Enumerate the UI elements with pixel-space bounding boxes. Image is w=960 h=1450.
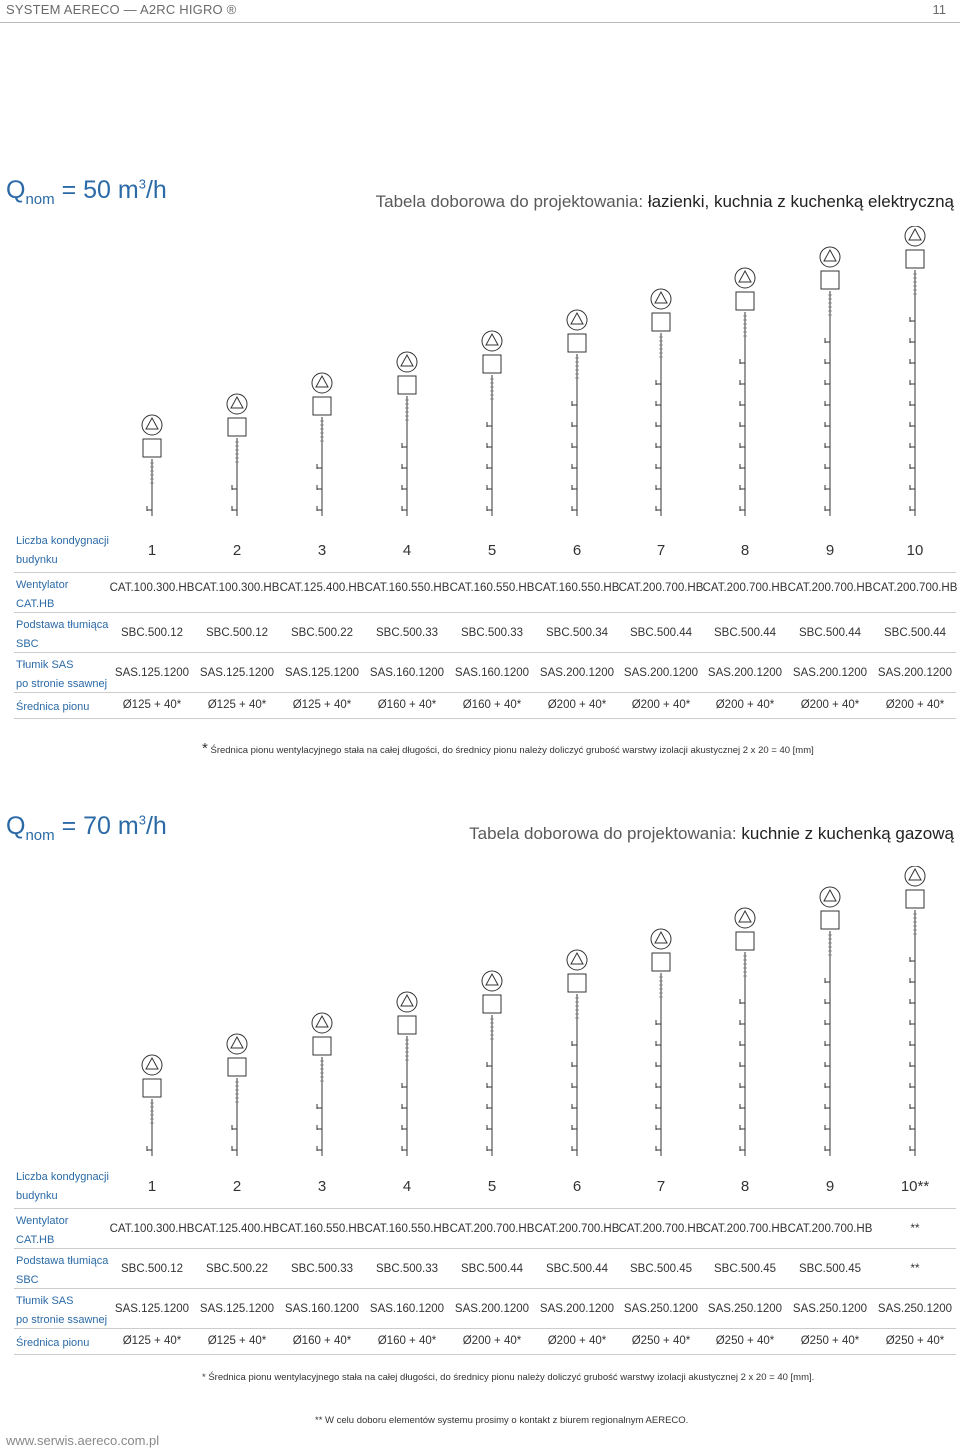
cell-diameters: Ø160 + 40* [377, 1335, 437, 1347]
document-title: SYSTEM AERECO — A2RC HIGRO ® [6, 2, 237, 17]
cell-fans: CAT.200.700.HB [702, 582, 788, 594]
row-divider [14, 1288, 956, 1289]
cell-silencers: SAS.200.1200 [707, 667, 783, 679]
flow-rate-title: $Q_{nom} = 50$ $m^3/h$ [6, 176, 167, 208]
cell-bases: SBC.500.44 [545, 1263, 608, 1275]
cell-floors: 9 [825, 1178, 835, 1195]
cell-fans: CAT.200.700.HB [872, 582, 958, 594]
row-divider [14, 1248, 956, 1249]
cell-silencers: SAS.200.1200 [454, 1303, 530, 1315]
fan-box [568, 974, 586, 992]
cell-bases: SBC.500.12 [120, 1263, 183, 1275]
cell-floors: 4 [402, 542, 412, 559]
fan-box [228, 418, 246, 436]
cell-fans: CAT.200.700.HB [534, 1223, 620, 1235]
cell-bases: SBC.500.44 [883, 627, 946, 639]
cell-silencers: SAS.125.1200 [114, 667, 190, 679]
footnote: * Średnica pionu wentylacyjnego stała na całej długości, do średnicy pionu należy doliczyć grubość warstwy izolacji akustycznej 2 x 20 = 40 [mm]. [202, 1372, 815, 1383]
row-label-line: po stronie ssawnej [16, 678, 108, 690]
riser-3 [312, 1013, 332, 1156]
row-label-line: budynku [16, 1190, 58, 1202]
cell-silencers: SAS.200.1200 [539, 667, 615, 679]
cell-silencers: SAS.250.1200 [707, 1303, 783, 1315]
cell-silencers: SAS.200.1200 [877, 667, 953, 679]
fan-box [821, 271, 839, 289]
riser-1 [142, 415, 162, 516]
cell-diameters: Ø250 + 40* [631, 1335, 691, 1347]
cell-fans: CAT.160.550.HB [449, 582, 535, 594]
row-divider [14, 718, 956, 719]
row-label-line: Podstawa tłumiąca [16, 619, 109, 631]
cell-diameters: Ø125 + 40* [207, 1335, 267, 1347]
riser-5 [482, 331, 502, 516]
cell-floors: 6 [572, 542, 582, 559]
fan-box [483, 355, 501, 373]
cell-fans: CAT.200.700.HB [449, 1223, 535, 1235]
cell-fans: CAT.160.550.HB [279, 1223, 365, 1235]
cell-bases: SBC.500.34 [545, 627, 608, 639]
riser-7 [651, 289, 671, 516]
cell-floors: 8 [740, 542, 750, 559]
cell-floors: 8 [740, 1178, 750, 1195]
riser-diagram [0, 226, 960, 522]
fan-box [736, 932, 754, 950]
cell-diameters: Ø125 + 40* [207, 699, 267, 711]
cell-silencers: SAS.125.1200 [284, 667, 360, 679]
table-subtitle: Tabela doborowa do projektowania: kuchnie z kuchenką gazową [469, 824, 954, 843]
riser-9 [820, 887, 840, 1156]
fan-box [313, 1037, 331, 1055]
cell-fans: CAT.160.550.HB [534, 582, 620, 594]
row-divider [14, 652, 956, 653]
cell-silencers: SAS.250.1200 [623, 1303, 699, 1315]
fan-box [398, 376, 416, 394]
fan-box [736, 292, 754, 310]
riser-8 [735, 908, 755, 1156]
cell-diameters: Ø200 + 40* [462, 1335, 522, 1347]
cell-fans: CAT.125.400.HB [194, 1223, 280, 1235]
riser-3 [312, 373, 332, 516]
cell-floors: 7 [656, 1178, 666, 1195]
row-label-line: CAT.HB [16, 598, 55, 610]
riser-2 [227, 1034, 247, 1156]
riser-diagram [0, 866, 960, 1162]
cell-diameters: Ø200 + 40* [800, 699, 860, 711]
table-subtitle: Tabela doborowa do projektowania: łazienki, kuchnia z kuchenką elektryczną [375, 192, 954, 211]
row-label-diameters: Średnica pionu [16, 1337, 90, 1349]
page-number: 11 [932, 2, 946, 17]
cell-floors: 10 [906, 542, 924, 559]
riser-9 [820, 247, 840, 516]
cell-diameters: Ø200 + 40* [715, 699, 775, 711]
row-label-fans [16, 576, 68, 614]
cell-diameters: Ø125 + 40* [292, 699, 352, 711]
row-label-fans [16, 1212, 68, 1250]
cell-bases: SBC.500.22 [290, 627, 353, 639]
riser-1 [142, 1055, 162, 1156]
fan-box [906, 250, 924, 268]
cell-diameters: Ø200 + 40* [631, 699, 691, 711]
riser-8 [735, 268, 755, 516]
fan-box [143, 439, 161, 457]
row-label-floors [16, 1168, 109, 1206]
fan-box [313, 397, 331, 415]
cell-fans: CAT.100.300.HB [194, 582, 280, 594]
cell-diameters: Ø160 + 40* [377, 699, 437, 711]
row-divider [14, 1354, 956, 1355]
riser-4 [397, 992, 417, 1156]
row-label-line: budynku [16, 554, 58, 566]
cell-bases: SBC.500.44 [798, 627, 861, 639]
riser-2 [227, 394, 247, 516]
cell-fans: CAT.160.550.HB [364, 582, 450, 594]
cell-diameters: Ø200 + 40* [547, 1335, 607, 1347]
cell-bases: SBC.500.45 [629, 1263, 692, 1275]
row-divider [14, 1208, 956, 1209]
riser-6 [567, 310, 587, 516]
row-label-diameters: Średnica pionu [16, 701, 90, 713]
cell-diameters: Ø160 + 40* [292, 1335, 352, 1347]
fan-box [143, 1079, 161, 1097]
riser-7 [651, 929, 671, 1156]
fan-box [906, 890, 924, 908]
cell-floors: 4 [402, 1178, 412, 1195]
row-label-line: po stronie ssawnej [16, 1314, 108, 1326]
footnote: * Średnica pionu wentylacyjnego stała na całej długości, do średnicy pionu należy doliczyć grubość warstwy izolacji akustycznej 2 x 20 = 40 [mm] [202, 740, 814, 757]
cell-silencers: SAS.200.1200 [539, 1303, 615, 1315]
row-label-line: Tłumik SAS [16, 659, 74, 671]
row-label-line: Podstawa tłumiąca [16, 1255, 109, 1267]
cell-floors: 3 [317, 1178, 327, 1195]
cell-diameters: Ø125 + 40* [122, 1335, 182, 1347]
row-label-silencers [16, 656, 107, 694]
cell-bases: SBC.500.12 [205, 627, 268, 639]
cell-floors: 2 [232, 1178, 242, 1195]
cell-bases: SBC.500.45 [713, 1263, 776, 1275]
cell-fans: CAT.160.550.HB [364, 1223, 450, 1235]
cell-silencers: SAS.250.1200 [877, 1303, 953, 1315]
cell-diameters: Ø200 + 40* [547, 699, 607, 711]
cell-silencers: SAS.125.1200 [199, 1303, 275, 1315]
row-label-line: Wentylator [16, 579, 69, 591]
cell-bases: SBC.500.12 [120, 627, 183, 639]
cell-bases: SBC.500.44 [713, 627, 776, 639]
cell-fans: CAT.100.300.HB [109, 582, 195, 594]
cell-silencers: SAS.200.1200 [623, 667, 699, 679]
cell-silencers: SAS.160.1200 [284, 1303, 360, 1315]
cell-silencers: SAS.160.1200 [369, 1303, 445, 1315]
cell-bases: SBC.500.33 [460, 627, 523, 639]
cell-floors: 5 [487, 1178, 497, 1195]
cell-fans: ** [910, 1223, 920, 1235]
riser-10 [905, 866, 925, 1156]
cell-diameters: Ø250 + 40* [715, 1335, 775, 1347]
cell-floors: 3 [317, 542, 327, 559]
row-label-line: Tłumik SAS [16, 1295, 74, 1307]
row-label-line: SBC [16, 1274, 39, 1286]
fan-box [568, 334, 586, 352]
cell-fans: CAT.200.700.HB [787, 582, 873, 594]
cell-bases: SBC.500.44 [460, 1263, 523, 1275]
cell-bases: SBC.500.44 [629, 627, 692, 639]
cell-diameters: Ø250 + 40* [800, 1335, 860, 1347]
cell-floors: 9 [825, 542, 835, 559]
cell-silencers: SAS.250.1200 [792, 1303, 868, 1315]
row-divider [14, 572, 956, 573]
row-label-line: SBC [16, 638, 39, 650]
fan-box [398, 1016, 416, 1034]
cell-floors: 1 [147, 542, 157, 559]
row-divider [14, 612, 956, 613]
cell-fans: CAT.100.300.HB [109, 1223, 195, 1235]
cell-silencers: SAS.200.1200 [792, 667, 868, 679]
cell-diameters: Ø125 + 40* [122, 699, 182, 711]
riser-10 [905, 226, 925, 516]
fan-box [228, 1058, 246, 1076]
row-label-bases [16, 1252, 108, 1290]
footer-url: www.serwis.aereco.com.pl [6, 1433, 160, 1448]
cell-floors: 1 [147, 1178, 157, 1195]
row-label-line: Wentylator [16, 1215, 69, 1227]
cell-bases: SBC.500.22 [205, 1263, 268, 1275]
row-label-bases [16, 616, 108, 654]
cell-fans: CAT.200.700.HB [702, 1223, 788, 1235]
cell-bases: SBC.500.33 [375, 1263, 438, 1275]
cell-floors: 5 [487, 542, 497, 559]
cell-bases: SBC.500.33 [375, 627, 438, 639]
header-divider [0, 22, 960, 23]
cell-bases: SBC.500.33 [290, 1263, 353, 1275]
row-label-line: CAT.HB [16, 1234, 55, 1246]
row-divider [14, 692, 956, 693]
riser-6 [567, 950, 587, 1156]
cell-silencers: SAS.125.1200 [199, 667, 275, 679]
riser-4 [397, 352, 417, 516]
cell-floors: 10** [900, 1178, 930, 1195]
row-label-line: Liczba kondygnacji [16, 535, 109, 547]
cell-silencers: SAS.160.1200 [369, 667, 445, 679]
flow-rate-title: $Q_{nom} = 70$ $m^3/h$ [6, 812, 167, 844]
cell-fans: CAT.200.700.HB [787, 1223, 873, 1235]
footnote-contact: ** W celu doboru elementów systemu prosimy o kontakt z biurem regionalnym AERECO. [315, 1415, 689, 1426]
cell-silencers: SAS.160.1200 [454, 667, 530, 679]
cell-fans: CAT.125.400.HB [279, 582, 365, 594]
cell-floors: 7 [656, 542, 666, 559]
row-label-line: Liczba kondygnacji [16, 1171, 109, 1183]
row-label-floors [16, 532, 109, 570]
cell-floors: 6 [572, 1178, 582, 1195]
cell-silencers: SAS.125.1200 [114, 1303, 190, 1315]
riser-5 [482, 971, 502, 1156]
fan-box [483, 995, 501, 1013]
fan-box [652, 313, 670, 331]
cell-fans: CAT.200.700.HB [618, 1223, 704, 1235]
cell-floors: 2 [232, 542, 242, 559]
cell-fans: CAT.200.700.HB [618, 582, 704, 594]
cell-bases: SBC.500.45 [798, 1263, 861, 1275]
cell-diameters: Ø250 + 40* [885, 1335, 945, 1347]
cell-bases: ** [910, 1263, 920, 1275]
row-divider [14, 1328, 956, 1329]
row-label-silencers [16, 1292, 107, 1330]
fan-box [821, 911, 839, 929]
cell-diameters: Ø160 + 40* [462, 699, 522, 711]
cell-diameters: Ø200 + 40* [885, 699, 945, 711]
fan-box [652, 953, 670, 971]
